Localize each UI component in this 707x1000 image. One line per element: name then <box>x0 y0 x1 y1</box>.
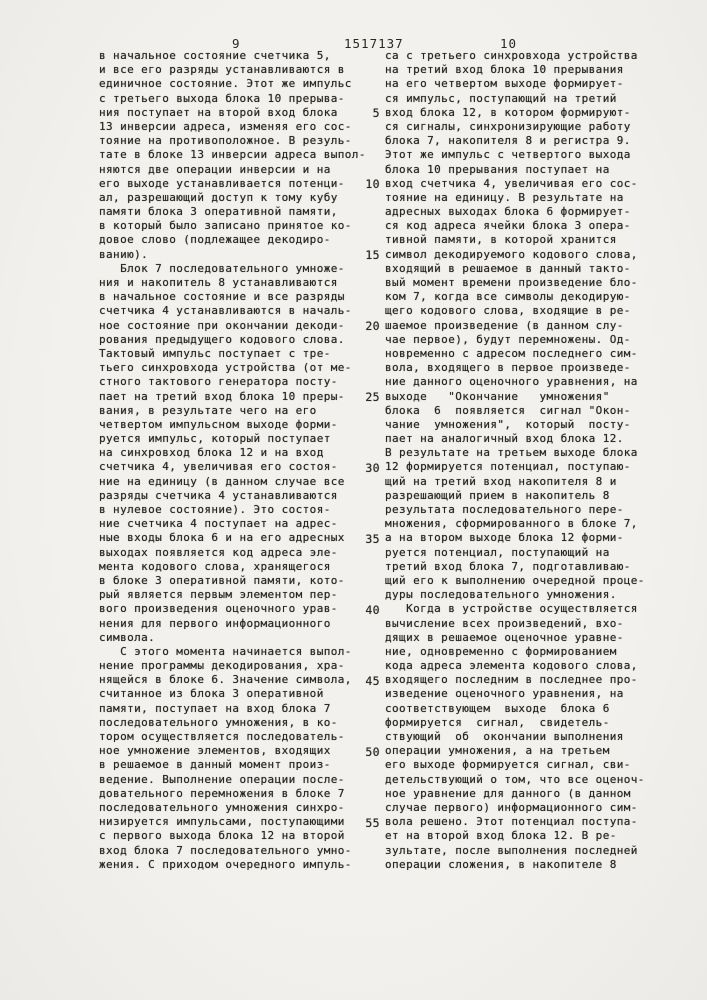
text-line: вход блока 12, в котором формируют- <box>385 105 631 119</box>
line-number: 5 <box>372 105 380 120</box>
text-line: дуры последовательного умножения. <box>385 588 617 602</box>
text-line: формируется сигнал, свидетель- <box>385 715 610 729</box>
text-line: ние данного оценочного уравнения, на <box>385 375 638 389</box>
text-line: тате в блоке 13 инверсии адреса выпол- <box>99 148 366 162</box>
text-line: ное состояние при окончании декоди- <box>99 318 345 332</box>
line-number: 30 <box>365 460 380 475</box>
text-line: выходах появляется код адреса эле- <box>99 545 338 559</box>
text-line: результата последовательного пере- <box>385 503 624 516</box>
text-line: его выходе устанавливается потенци- <box>99 176 345 190</box>
text-line: В результате на третьем выходе блока <box>385 446 638 460</box>
right-column <box>385 49 657 872</box>
text-line: ком 7, когда все символы декодирую- <box>385 290 631 304</box>
text-line: в блоке 3 оперативной памяти, кото- <box>99 573 345 587</box>
text-line: С этого момента начинается выпол- <box>99 644 352 658</box>
text-line: а на втором выходе блока 12 форми- <box>385 531 624 545</box>
text-line: тояние на единицу. В результате на <box>385 190 624 204</box>
text-line: с третьего выхода блока 10 прерыва- <box>99 91 345 105</box>
text-line: на синхровход блока 12 и на вход <box>99 446 324 460</box>
text-line: третий вход блока 7, подготавливаю- <box>385 559 631 573</box>
text-line: щий на третий вход накопителя 8 и <box>385 474 617 488</box>
text-line: ет на второй вход блока 12. В ре- <box>385 829 617 843</box>
line-number: 40 <box>365 602 380 617</box>
text-line: са с третьего синхровхода устройства <box>385 49 638 62</box>
text-line: в нулевое состояние). Это состоя- <box>99 503 331 516</box>
text-line: детельствующий о том, что все оценоч- <box>385 772 645 786</box>
line-number: 15 <box>365 247 380 262</box>
text-line: тьего синхровхода устройства (от ме- <box>99 361 352 375</box>
text-line: считанное из блока 3 оперативной <box>99 687 324 701</box>
text-line: счетчика 4, увеличивая его состоя- <box>99 460 338 474</box>
text-line: мента кодового слова, хранящегося <box>99 559 331 573</box>
text-line: низируется импульсами, поступающими <box>99 815 345 829</box>
text-line: вычисление всех произведений, вхо- <box>385 616 624 630</box>
text-line: последовательного умножения, в ко- <box>99 715 338 729</box>
text-line: довое слово (подлежащее декодиро- <box>99 233 331 247</box>
text-line: на его четвертом выходе формирует- <box>385 77 624 91</box>
text-line: ствующий об окончании выполнения <box>385 730 624 743</box>
text-line: операции умножения, а на третьем <box>385 744 610 758</box>
text-line: Этот же импульс с четвертого выхода <box>385 148 631 162</box>
text-line: и все его разряды устанавливаются в <box>99 63 345 77</box>
text-line: блока 6 появляется сигнал "Окон- <box>385 403 631 417</box>
text-line: изведение оценочного уравнения, на <box>385 687 624 701</box>
text-line: няются две операции инверсии и на <box>99 162 331 176</box>
text-line: символ декодируемого кодового слова, <box>385 247 638 261</box>
text-line: памяти блока 3 оперативной памяти, <box>99 205 338 219</box>
text-line: пает на аналогичный вход блока 12. <box>385 432 624 446</box>
text-line: ся импульс, поступающий на третий <box>385 91 617 105</box>
line-number: 50 <box>365 744 380 759</box>
text-line: разрешающий прием в накопитель 8 <box>385 488 610 502</box>
text-line: выходе "Окончание умножения" <box>385 389 610 403</box>
text-line: ния поступает на второй вход блока <box>99 105 338 119</box>
line-number: 20 <box>365 318 380 333</box>
text-line: чание умножения", который посту- <box>385 417 631 431</box>
text-line: вход блока 7 последовательного умно- <box>99 843 352 857</box>
text-line: адресных выходах блока 6 формирует- <box>385 205 631 219</box>
text-line: последовательного умножения синхро- <box>99 800 345 814</box>
text-line: в начальное состояние счетчика 5, <box>99 49 331 62</box>
text-line: шаемое произведение (в данном слу- <box>385 318 624 332</box>
text-line: соответствующем выходе блока 6 <box>385 701 610 715</box>
line-number: 55 <box>365 815 380 830</box>
patent-number: 1517137 <box>344 36 404 51</box>
text-line: входящий в решаемое в данный такто- <box>385 261 631 275</box>
text-line: ведение. Выполнение операции после- <box>99 772 345 786</box>
left-column <box>99 49 369 872</box>
text-line: щий его к выполнению очередной проце- <box>385 573 645 587</box>
text-line: на третий вход блока 10 прерывания <box>385 63 624 77</box>
text-line: Блок 7 последовательного умноже- <box>99 261 345 275</box>
text-line: вого произведения оценочного урав- <box>99 602 338 616</box>
text-line: тором осуществляется последователь- <box>99 730 345 743</box>
text-line: руется импульс, который поступает <box>99 432 331 446</box>
text-line: нения для первого информационного <box>99 616 331 630</box>
line-number: 25 <box>365 389 380 404</box>
text-line: ния и накопитель 8 устанавливаются <box>99 276 338 289</box>
text-line: ное уравнение для данного (в данном <box>385 786 631 800</box>
text-line: четвертом импульсном выходе форми- <box>99 417 338 431</box>
text-line: руется потенциал, поступающий на <box>385 545 610 559</box>
text-line: нящейся в блоке 6. Значение символа, <box>99 673 352 687</box>
text-line: пает на третий вход блока 10 преры- <box>99 389 345 403</box>
text-line: памяти, поступает на вход блока 7 <box>99 701 331 715</box>
text-line: в решаемое в данный момент произ- <box>99 758 331 772</box>
text-line: щего кодового слова, входящие в ре- <box>385 304 631 318</box>
text-line: ся код адреса ячейки блока 3 опера- <box>385 219 631 233</box>
text-line: вола решено. Этот потенциал поступа- <box>385 815 638 829</box>
line-number: 10 <box>365 176 380 191</box>
text-line: тивной памяти, в которой хранится <box>385 233 617 247</box>
text-line: рования предыдущего кодового слова. <box>99 332 345 346</box>
text-line: тояние на противоположное. В резуль- <box>99 134 352 148</box>
text-line: символа. <box>99 630 156 644</box>
text-line: ное умножение элементов, входящих <box>99 744 331 758</box>
text-line: Тактовый импульс поступает с тре- <box>99 346 331 360</box>
text-line: нение программы декодирования, хра- <box>99 659 345 673</box>
line-number: 45 <box>365 673 380 688</box>
text-line: чае первое), будут перемножены. Од- <box>385 332 631 346</box>
text-line: операции сложения, в накопителе 8 <box>385 857 617 871</box>
text-line: его выходе формируется сигнал, сви- <box>385 758 631 772</box>
text-line: с первого выхода блока 12 на второй <box>99 829 345 843</box>
text-line: жения. С приходом очередного импуль- <box>99 857 352 871</box>
text-line: 13 инверсии адреса, изменяя его сос- <box>99 119 352 133</box>
text-line: входящего последним в последнее про- <box>385 673 638 687</box>
text-line: ванию). <box>99 247 149 261</box>
text-line: ные входы блока 6 и на его адресных <box>99 531 345 545</box>
text-line: ние на единицу (в данном случае все <box>99 474 345 488</box>
text-line: блока 10 прерывания поступает на <box>385 162 610 176</box>
text-line: вый момент времени произведение бло- <box>385 276 638 289</box>
text-line: ал, разрешающий доступ к тому кубу <box>99 190 338 204</box>
text-line: ние, одновременно с формированием <box>385 644 617 658</box>
line-number: 35 <box>365 531 380 546</box>
text-line: единичное состояние. Этот же импульс <box>99 77 352 91</box>
page-number-right: 10 <box>500 36 518 51</box>
text-line: множения, сформированного в блоке 7, <box>385 517 638 531</box>
text-line: кода адреса элемента кодового слова, <box>385 659 638 673</box>
text-line: разряды счетчика 4 устанавливаются <box>99 488 338 502</box>
text-line: стного тактового генератора посту- <box>99 375 338 389</box>
text-line: новременно с адресом последнего сим- <box>385 346 638 360</box>
text-line: вания, в результате чего на его <box>99 403 317 417</box>
text-line: счетчика 4 устанавливаются в началь- <box>99 304 352 318</box>
text-line: вход счетчика 4, увеличивая его сос- <box>385 176 638 190</box>
text-line: Когда в устройстве осуществляется <box>385 602 638 616</box>
text-line: случае первого) информационного сим- <box>385 800 638 814</box>
text-line: в который было записано принятое ко- <box>99 219 352 233</box>
text-line: 12 формируется потенциал, поступаю- <box>385 460 631 474</box>
text-line: ние счетчика 4 поступает на адрес- <box>99 517 338 531</box>
text-line: дящих в решаемое оценочное уравне- <box>385 630 624 644</box>
text-line: довательного перемножения в блоке 7 <box>99 786 345 800</box>
text-line: вола, входящего в первое произведе- <box>385 361 631 375</box>
text-line: рый является первым элементом пер- <box>99 588 338 602</box>
text-line: зультате, после выполнения последней <box>385 843 638 857</box>
page-number-left: 9 <box>232 36 241 51</box>
text-line: блока 7, накопителя 8 и регистра 9. <box>385 134 631 148</box>
text-line: ся сигналы, синхронизирующие работу <box>385 119 631 133</box>
text-line: в начальное состояние и все разряды <box>99 290 345 304</box>
